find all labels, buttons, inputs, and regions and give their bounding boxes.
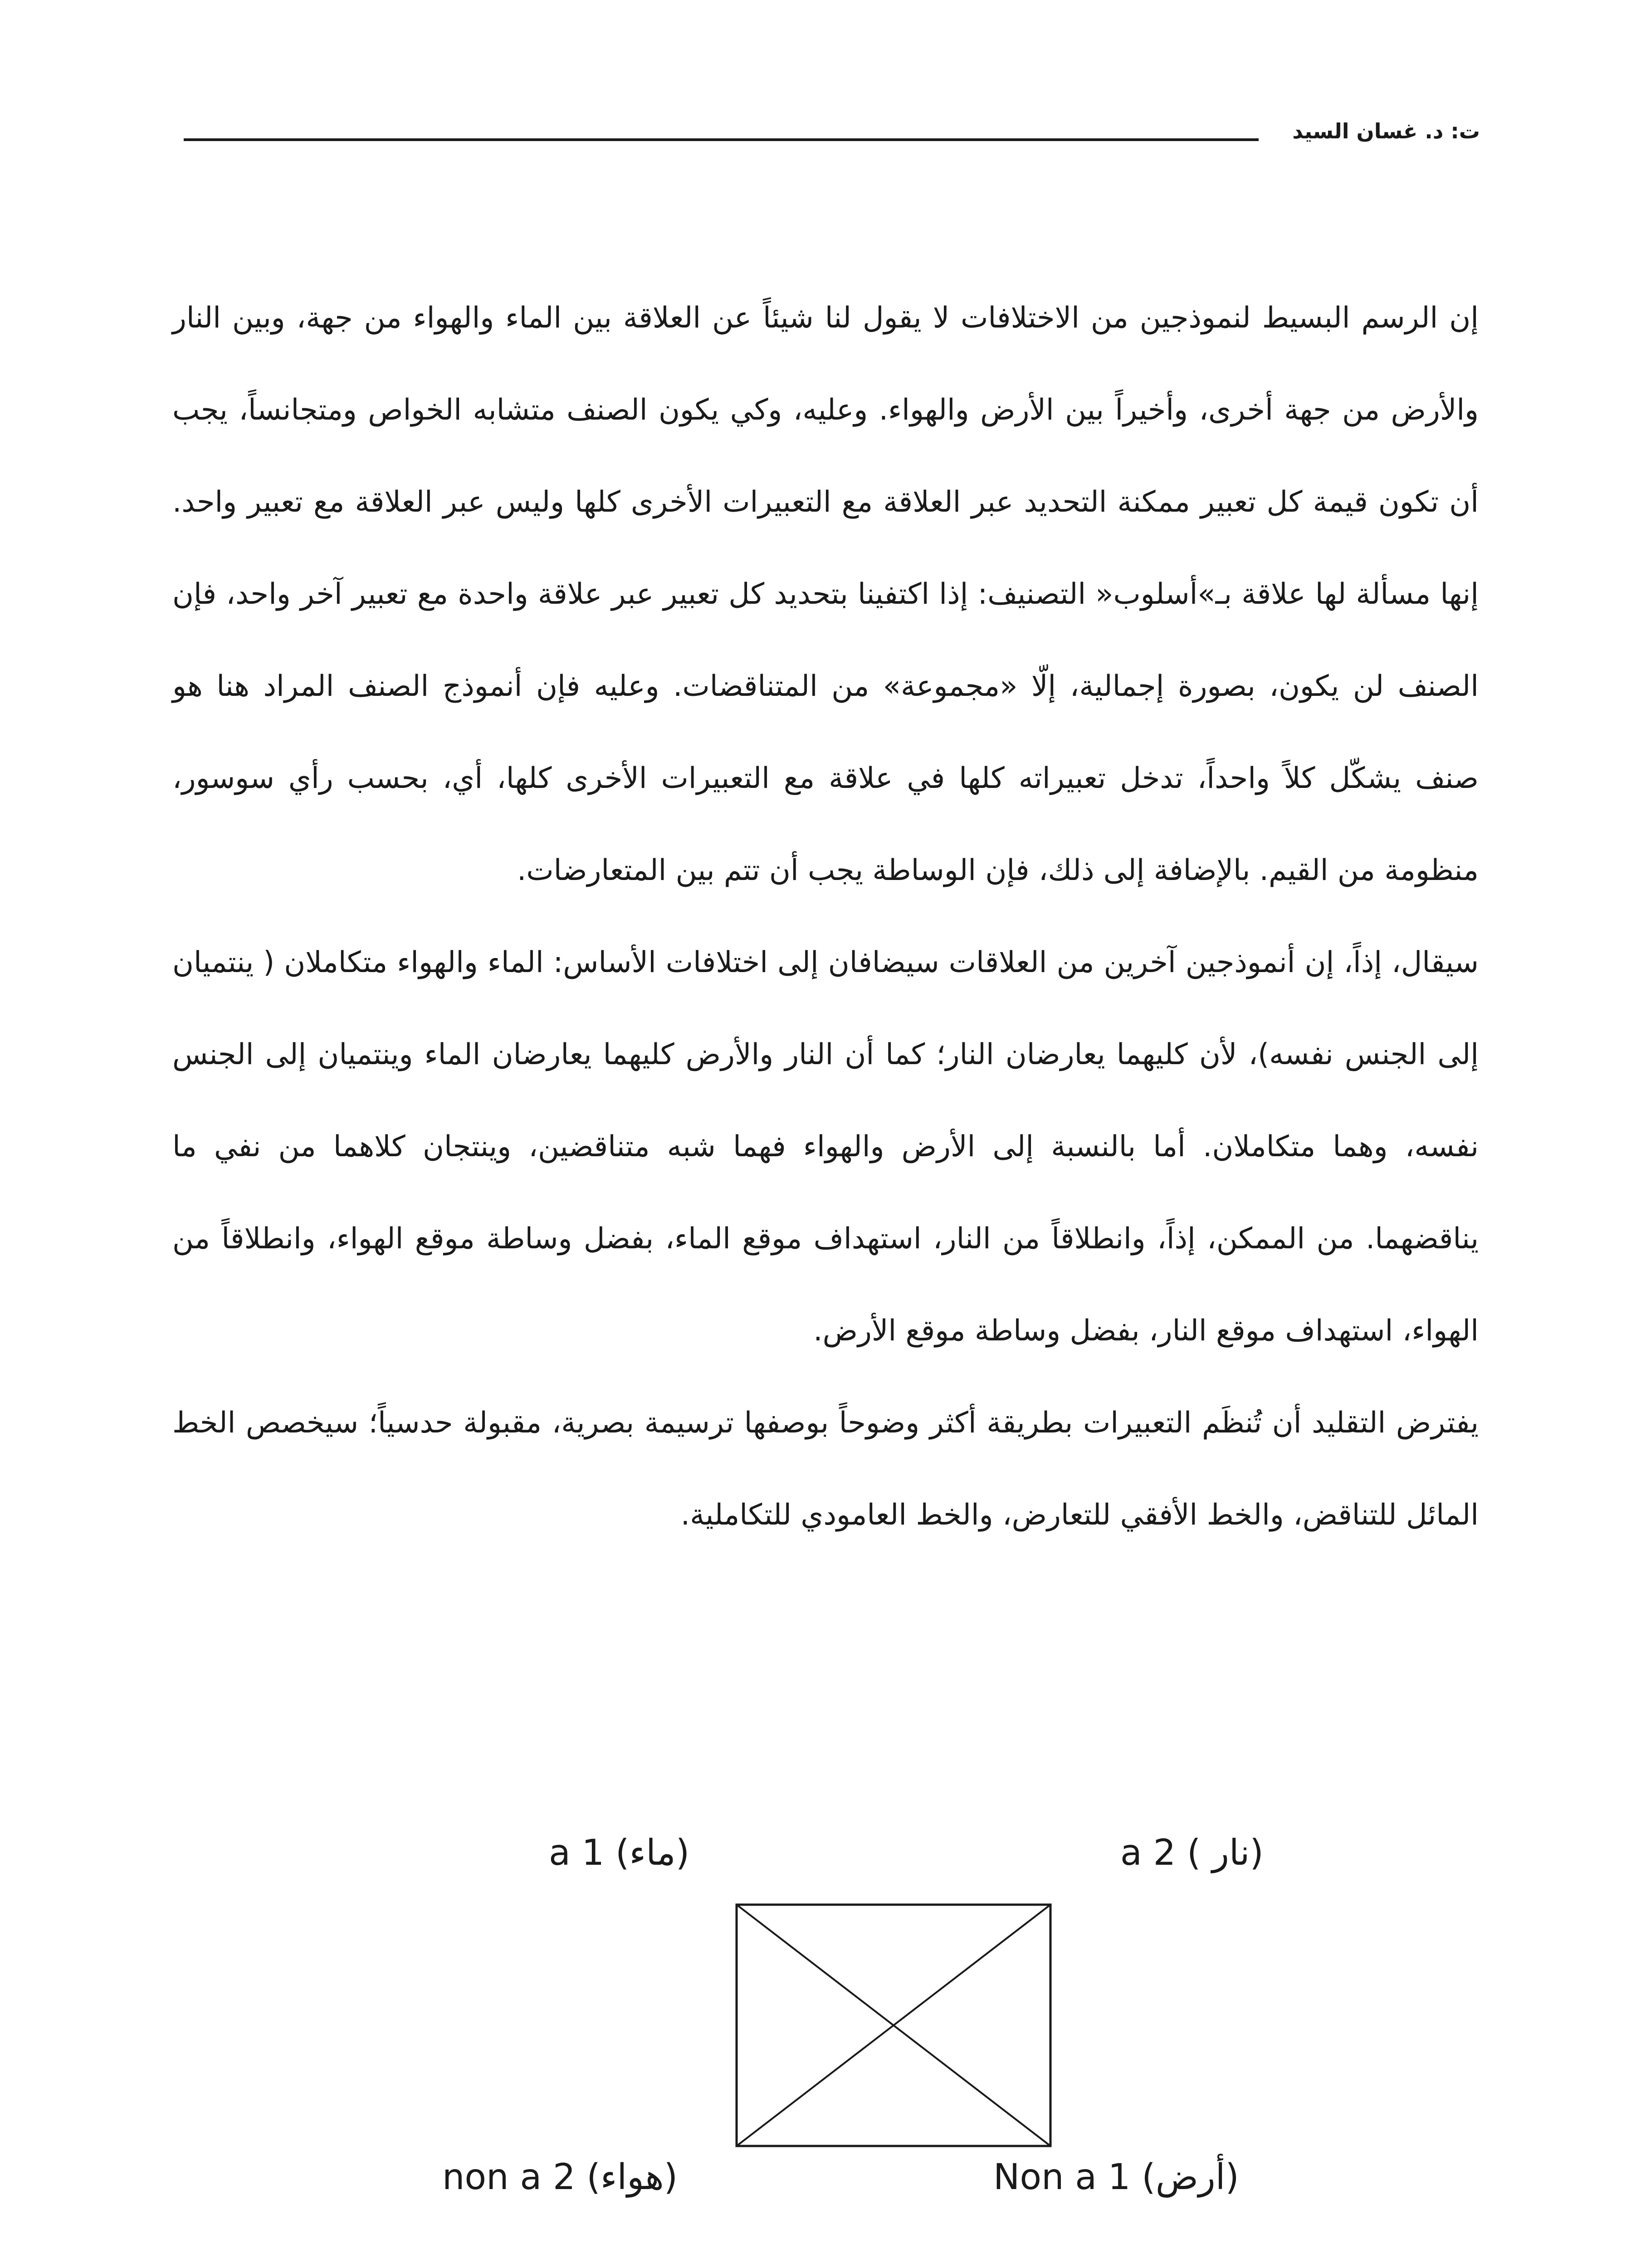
paragraph-1: إن الرسم البسيط لنموذجين من الاختلافات لا يقول لنا شيئاً عن العلاقة بين الماء والهواء من جهة، وبين النار والأرض من جهة أخرى، وأخيراً بين الأرض والهواء. وعليه، وكي يكون الصنف متشابه الخواص ومتجانساً، يجب أن تكون قيمة كل تعبير ممكنة التحديد عبر العلاقة مع التعبيرات الأخرى كلها وليس عبر العلاقة مع تعبير واحد. إنها مسألة لها علاقة بـ»أسلوب« التصنيف: إذا اكتفينا بتحديد كل تعبير عبر علاقة واحدة مع تعبير آخر واحد، فإن الصنف لن يكون، بصورة إجمالية، إلّا «مجموعة» من المتناقضات. وعليه فإن أنموذج الصنف المراد هنا هو صنف يشكّل كلاً واحداً، تدخل تعبيراته كلها في علاقة مع التعبيرات الأخرى كلها، أي، بحسب رأي سوسور، منظومة من القيم. بالإضافة إلى ذلك، فإن الوساطة يجب أن تتم بين المتعارضات. [172,301,1479,887]
paragraph-3: يفترض التقليد أن تُنظَم التعبيرات بطريقة أكثر وضوحاً بوصفها ترسيمة بصرية، مقبولة حدسياً؛ سيخصص الخط المائل للتناقض، والخط الأفقي للتعارض، والخط العامودي للتكاملية. [172,1406,1479,1532]
semiotic-square-diagram [735,1903,1052,2148]
diagram-label-non-a1: Non a 1 (أرض) [993,2157,1239,2198]
header-rule [184,138,1259,141]
diagram-label-non-a2: non a 2 (هواء) [442,2157,678,2198]
article-body [172,272,1479,1561]
paragraph-2: سيقال، إذاً، إن أنموذجين آخرين من العلاقات سيضافان إلى اختلافات الأساس: الماء والهواء متكاملان ( ينتميان إلى الجنس نفسه)، لأن كليهما يعارضان النار؛ كما أن النار والأرض كليهما يعارضان الماء وينتميان إلى الجنس نفسه، وهما متكاملان. أما بالنسبة إلى الأرض والهواء فهما شبه متناقضين، وينتجان كلاهما من نفي ما يناقضهما. من الممكن، إذاً، وانطلاقاً من النار، استهداف موقع الماء، بفضل وساطة موقع الهواء، وانطلاقاً من الهواء، استهداف موقع النار، بفضل وساطة موقع الأرض. [172,946,1479,1348]
running-header-author: ت: د. غسان السيد [1292,119,1480,143]
diagram-label-a1: a 1 (ماء) [549,1833,690,1873]
diagram-label-a2: a 2 ( نار) [1120,1833,1264,1873]
